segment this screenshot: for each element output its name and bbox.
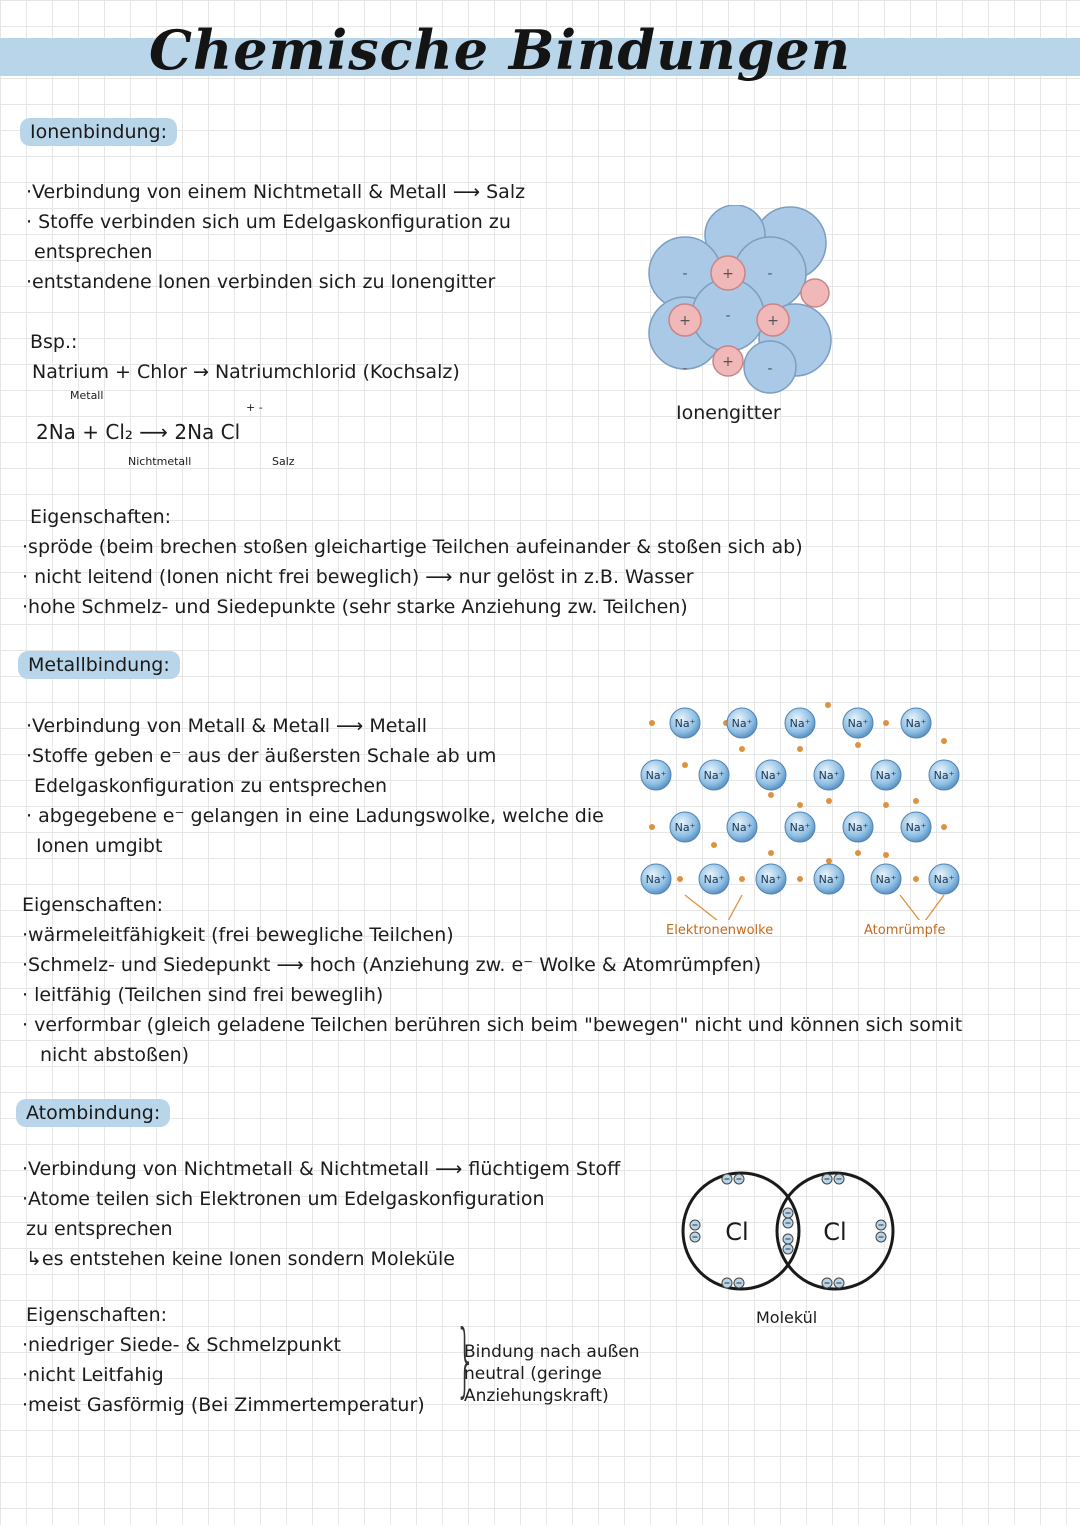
electron-dot-8 [826,798,832,804]
ionic-bullet-3: ·entstandene Ionen verbinden sich zu Ionengitter [26,271,496,293]
electron-dot-24 [883,720,889,726]
metallic-bullet-2b: Edelgaskonfiguration zu entsprechen [34,775,388,797]
na-ion-14 [843,812,873,842]
electron-dot-7 [768,792,774,798]
ionic-property-3: ·hohe Schmelz- und Siedepunkte (sehr starke Anziehung zw. Teilchen) [22,596,688,618]
electron-cloud-label: Elektronenwolke [666,923,774,938]
svg-text:-: - [725,308,731,324]
electron-dot-15 [941,824,947,830]
na-ion-9 [871,760,901,790]
na-ion-8 [814,760,844,790]
na-ion-6 [699,760,729,790]
svg-text:Na⁺: Na⁺ [789,821,811,834]
metallic-heading: Metallbindung: [18,651,180,679]
na-ion-3 [843,708,873,738]
covalent-bullet-3: ↳es entstehen keine Ionen sondern Moleküle [26,1248,455,1270]
brace-note-1: Bindung nach außen [464,1342,640,1362]
cl-right-label: Cl [823,1218,847,1246]
svg-text:Na⁺: Na⁺ [905,821,927,834]
figure-pointer-3 [925,895,944,920]
covalent-property-2: ·nicht Leitfahig [22,1364,164,1386]
svg-text:Na⁺: Na⁺ [875,873,897,886]
electron-dot-2 [739,746,745,752]
molecule-caption: Molekül [756,1308,818,1327]
cl-left-label: Cl [725,1218,749,1246]
ionic-properties-heading: Eigenschaften: [30,506,172,528]
covalent-bullet-1: ·Verbindung von Nichtmetall & Nichtmetall ⟶ flüchtigem Stoff [22,1158,621,1180]
example-line: Natrium + Chlor → Natriumchlorid (Kochsalz) [32,361,460,383]
metallic-bullet-2: ·Stoffe geben e⁻ aus der äußersten Schale ab um [26,745,497,767]
svg-text:Na⁺: Na⁺ [847,717,869,730]
metallic-property-4b: nicht abstoßen) [40,1044,190,1066]
electron-dot-5 [941,738,947,744]
svg-text:Na⁺: Na⁺ [731,717,753,730]
ionic-property-2: · nicht leitend (Ionen nicht frei beweglich) ⟶ nur gelöst in z.B. Wasser [22,566,694,588]
svg-text:-: - [682,266,688,282]
electron-dot-16 [768,850,774,856]
svg-text:-: - [767,266,773,282]
svg-text:-: - [767,361,773,377]
electron-dot-18 [883,852,889,858]
svg-text:Na⁺: Na⁺ [933,769,955,782]
electron-dot-13 [855,850,861,856]
na-ion-11 [670,812,700,842]
metallic-property-2: ·Schmelz- und Siedepunkt ⟶ hoch (Anziehung zw. e⁻ Wolke & Atomrümpfen) [22,954,762,976]
svg-text:Na⁺: Na⁺ [789,717,811,730]
electron-dot-6 [682,762,688,768]
electron-dot-9 [883,802,889,808]
na-ion-10 [929,760,959,790]
svg-text:Na⁺: Na⁺ [847,821,869,834]
svg-text:Na⁺: Na⁺ [760,873,782,886]
svg-text:Na⁺: Na⁺ [703,769,725,782]
svg-text:Na⁺: Na⁺ [731,821,753,834]
figure-pointer-0 [685,895,718,920]
metallic-bullet-3b: Ionen umgibt [36,835,163,857]
metallic-property-4: · verformbar (gleich geladene Teilchen berühren sich beim "bewegen" nicht und können sich somit [22,1014,963,1036]
svg-text:Na⁺: Na⁺ [703,873,725,886]
svg-text:Na⁺: Na⁺ [818,873,840,886]
electron-cloud-figure [630,695,970,920]
na-ion-7 [756,760,786,790]
ionic-bullet-2: · Stoffe verbinden sich um Edelgaskonfiguration zu [26,211,511,233]
metallic-property-1: ·wärmeleitfähigkeit (frei bewegliche Teilchen) [22,924,454,946]
svg-text:Na⁺: Na⁺ [818,769,840,782]
ion-lattice-caption: Ionengitter [676,402,781,424]
electron-dot-19 [677,876,683,882]
electron-dot-22 [913,876,919,882]
svg-text:Na⁺: Na⁺ [875,769,897,782]
ionic-bullet-1: ·Verbindung von einem Nichtmetall & Metall ⟶ Salz [26,181,526,203]
metall-note: Metall [70,389,104,402]
na-ion-18 [756,864,786,894]
example-label: Bsp.: [30,331,78,353]
figure-pointer-2 [900,895,920,920]
electron-dot-14 [913,798,919,804]
page-title: Chemische Bindungen [148,18,851,82]
na-ion-4 [901,708,931,738]
covalent-bullet-2b: zu entsprechen [26,1218,173,1240]
svg-text:Na⁺: Na⁺ [645,769,667,782]
svg-text:+: + [722,354,734,370]
na-ion-2 [785,708,815,738]
brace-note-3: Anziehungskraft) [464,1386,609,1406]
electron-dot-3 [797,746,803,752]
svg-text:+: + [679,313,691,329]
cl2-molecule-figure [675,1165,905,1300]
na-ion-20 [871,864,901,894]
na-ion-0 [670,708,700,738]
metallic-properties-heading: Eigenschaften: [22,894,164,916]
svg-text:Na⁺: Na⁺ [674,717,696,730]
covalent-heading: Atombindung: [16,1099,170,1127]
svg-text:Na⁺: Na⁺ [645,873,667,886]
metallic-bullet-1: ·Verbindung von Metall & Metall ⟶ Metall [26,715,428,737]
svg-text:Na⁺: Na⁺ [933,873,955,886]
svg-text:Na⁺: Na⁺ [674,821,696,834]
nichtmetall-note: Nichtmetall [128,455,192,468]
electron-dot-10 [649,824,655,830]
na-ion-16 [641,864,671,894]
na-ion-13 [785,812,815,842]
reaction-equation: 2Na + Cl₂ ⟶ 2Na Cl [36,420,241,444]
ionic-bullet-2b: entsprechen [34,241,153,263]
svg-text:Na⁺: Na⁺ [905,717,927,730]
brace: } [455,1313,476,1406]
electron-dot-1 [825,702,831,708]
covalent-properties-heading: Eigenschaften: [26,1304,168,1326]
salz-note: Salz [272,455,295,468]
figure-pointer-1 [728,895,742,920]
svg-text:Na⁺: Na⁺ [760,769,782,782]
charge-note: + - [246,401,263,414]
electron-dot-4 [855,742,861,748]
ion-lattice-figure [640,205,850,395]
electron-dot-12 [797,802,803,808]
na-ion-5 [641,760,671,790]
brace-note-2: neutral (geringe [464,1364,602,1384]
svg-text:+: + [722,266,734,282]
covalent-property-3: ·meist Gasförmig (Bei Zimmertemperatur) [22,1394,425,1416]
electron-dot-0 [649,720,655,726]
na-ion-17 [699,864,729,894]
ionic-property-1: ·spröde (beim brechen stoßen gleichartige Teilchen aufeinander & stoßen sich ab) [22,536,803,558]
svg-text:-: - [682,361,688,377]
na-ion-19 [814,864,844,894]
svg-text:+: + [767,313,779,329]
electron-dot-17 [826,858,832,864]
ionic-heading: Ionenbindung: [20,118,177,146]
covalent-bullet-2: ·Atome teilen sich Elektronen um Edelgaskonfiguration [22,1188,545,1210]
na-ion-1 [727,708,757,738]
na-ion-15 [901,812,931,842]
electron-dot-21 [797,876,803,882]
metallic-bullet-3: · abgegebene e⁻ gelangen in eine Ladungswolke, welche die [26,805,604,827]
electron-dot-11 [711,842,717,848]
electron-dot-20 [739,876,745,882]
na-ion-21 [929,864,959,894]
metallic-property-3: · leitfähig (Teilchen sind frei beweglih) [22,984,384,1006]
atom-cores-label: Atomrümpfe [864,923,946,938]
covalent-property-1: ·niedriger Siede- & Schmelzpunkt [22,1334,341,1356]
na-ion-12 [727,812,757,842]
